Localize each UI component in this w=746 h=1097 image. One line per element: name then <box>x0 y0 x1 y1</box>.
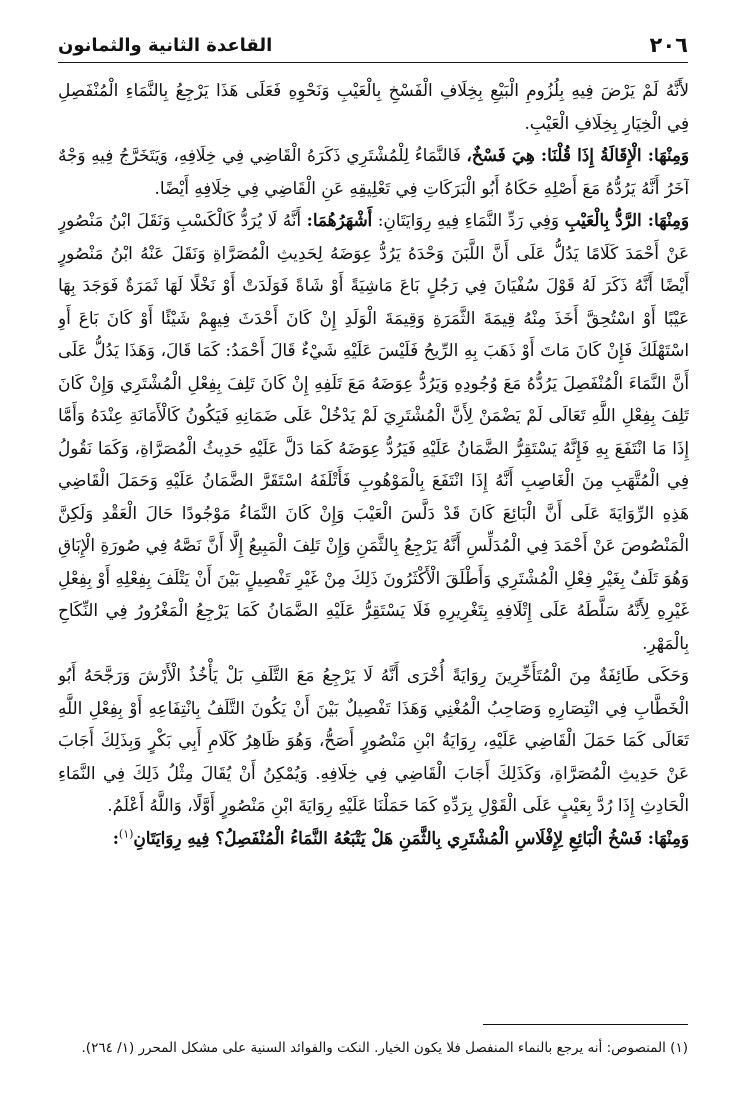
running-title: القاعدة الثانية والثمانون <box>58 34 273 56</box>
footnote: (١) المنصوص: أنه يرجع بالنماء المنفصل فلا يكون الخيار. النكت والفوائد السنية على مشكل المحرر (١/ ٢٦٤). <box>81 1040 688 1056</box>
paragraph-5 <box>58 822 689 855</box>
paragraph-3-text: أَنَّهُ لَا يُرَدُّ كَالْكَسْبِ وَنَقَلَ ابْنُ مَنْصُورٍ عَنْ أَحْمَدَ كَلَامًا يَدُلُّ عَلَى أَنَّ اللَّبَنَ وَحْدَهُ يَرُدُّ عِوَضَهُ لِحَدِيثِ الْمُصَرَّاةِ وَنَقَلَ عَنْهُ ابْنُ مَنْصُورٍ أَيْضًا أَنَّهُ ذَكَرَ لَهُ قَوْلَ سُفْيَانَ فِي رَجُلٍ بَاعَ مَاشِيَةً أَوْ شَاةً فَوَلَدَتْ أَوْ نَخْلًا لَهَا ثَمَرَةٌ فَوَجَدَ بِهَا عَيْبًا أَوْ اسْتُحِقَّ أَخَذَ مِنْهُ قِيمَةَ الثَّمَرَةِ وَقِيمَةَ الْوَلَدِ إِنْ كَانَ أَحْدَثَ فِيهِمْ شَيْئًا أَوْ كَانَ بَاعَ أَوِ اسْتَهْلَكَ فَإِنْ كَانَ مَاتَ أَوْ ذَهَبَ بِهِ الرِّيحُ فَلَيْسَ عَلَيْهِ شَيْءٌ قَالَ أَحْمَدُ: كَمَا قَالَ، وَهَذَا يَدُلُّ عَلَى أَنَّ النَّمَاءَ الْمُنْفَصِلَ يَرُدُّهُ مَعَ وُجُودِهِ وَيَرُدُّ عِوَضَهُ مَعَ تَلَفِهِ إِنْ كَانَ تَلِفَ بِفِعْلِ الْمُشْتَرِي وَإِنْ كَانَ تَلِفَ بِفِعْلِ اللَّهِ تَعَالَى لَمْ يَضْمَنْ لِأَنَّ الْمُشْتَرِيَ لَمْ يَدْخُلْ عَلَى ضَمَانِهِ فَيَكُونُ كَالْأَمَانَةِ عِنْدَهُ وَأَمَّا إِذَا مَا انْتَفَعَ بِهِ فَإِنَّهُ يَسْتَقِرُّ الضَّمَانُ عَلَيْهِ فَيَرُدُّ عِوَضَهُ كَمَا دَلَّ عَلَيْهِ حَدِيثُ الْمُصَرَّاةِ، وَكَمَا نَقُولُ فِي الْمُتَّهَبِ مِنَ الْغَاصِبِ أَنَّهُ إِذَا انْتَفَعَ بِالْمَوْهُوبِ فَأَتْلَفَهُ اسْتَقَرَّ الضَّمَانُ عَلَيْهِ وَحَمَلَ الْقَاضِي هَذِهِ الرِّوَايَةَ عَلَى أَنَّ الْبَائِعَ كَانَ قَدْ دَلَّسَ الْعَيْبَ وَإِنْ كَانَ النَّمَاءُ مَوْجُودًا حَالَ الْعَقْدِ وَلَكِنَّ الْمَنْصُوصَ عَنْ أَحْمَدَ فِي الْمُدَلِّسِ أَنَّهُ يَرْجِعُ بِالثَّمَنِ وَإِنْ تَلِفَ الْمَبِيعُ إِلَّا أَنَّ نَصَّهُ فِي صُورَةِ الْإِبَاقِ وَهُوَ تَلَفٌ بِغَيْرِ فِعْلِ الْمُشْتَرِي وَأَطْلَقَ الْأَكْثَرُونَ ذَلِكَ مِنْ غَيْرِ تَفْصِيلٍ بَيْنَ أَنْ يَتْلَفَ بِفِعْلِهِ أَوْ بِفِعْلِ غَيْرِهِ لِأَنَّهُ سَلَّطَهُ عَلَى إِتْلَافِهِ بِتَغْرِيرِهِ فَلَا يَسْتَقِرُّ عَلَيْهِ الضَّمَانُ كَمَا يَرْجِعُ الْمَغْرُورُ فِي النِّكَاحِ بِالْمَهْرِ. <box>58 210 689 653</box>
paragraph-5-tail: : <box>112 827 119 848</box>
paragraph-3-lead-2: أَشْهَرُهُمَا: <box>306 210 373 230</box>
paragraph-1: لأَنَّهُ لَمْ يَرْضَ فِيهِ بِلُزُومِ الْبَيْعِ بِخِلَافِ الْفَسْخِ بِالْعَيْبِ وَنَحْوِهِ فَعَلَى هَذَا يَرْجِعُ بِالنَّمَاءِ الْمُنْفَصِلِ فِي الْخِيَارِ بِخِلَافِ الْعَيْبِ. <box>58 80 689 133</box>
paragraph-3-lead: وَمِنْهَا: الرَّدُّ بِالْعَيْبِ <box>564 210 689 230</box>
paragraph-2 <box>58 139 689 204</box>
footnote-divider <box>483 1024 688 1025</box>
running-header <box>58 24 688 66</box>
footnote-reference: (١) <box>118 826 134 840</box>
paragraph-2-text: فَالنَّمَاءُ لِلْمُشْتَرِي ذَكَرَهُ الْقَاضِي فِي خِلَافِهِ، وَيَتَخَرَّجُ فِيهِ وَجْهٌ آخَرُ أَنَّهُ يَرُدُّهُ مَعَ أَصْلِهِ حَكَاهُ أَبُو الْبَرَكَاتِ فِي تَعْلِيقِهِ عَنِ الْقَاضِي فِي خِلَافِهِ أَيْضًا. <box>58 145 689 198</box>
paragraph-4: وَحَكَى طَائِفَةٌ مِنَ الْمُتَأَخِّرِينَ رِوَايَةً أُخْرَى أَنَّهُ لَا يَرْجِعُ مَعَ التَّلَفِ بَلْ يَأْخُذُ الْأَرْشَ وَرَجَّحَهُ أَبُو الْخَطَّابِ فِي انْتِصَارِهِ وَصَاحِبُ الْمُغْنِي وَهَذَا تَفْصِيلٌ بَيْنَ أَنْ يَكُونَ التَّلَفُ بِانْتِفَاعِهِ أَوْ بِفِعْلِ اللَّهِ تَعَالَى كَمَا حَمَلَ الْقَاضِي عَلَيْهِ، رِوَايَةُ ابْنِ مَنْصُورٍ أَصَحُّ، وَهُوَ ظَاهِرُ كَلَامِ أَبِي بَكْرٍ وَبِذَلِكَ أَجَابَ عَنْ حَدِيثِ الْمُصَرَّاةِ، وَكَذَلِكَ أَجَابَ الْقَاضِي فِي خِلَافِهِ. وَيُمْكِنُ أَنْ يُقَالَ مِثْلُ ذَلِكَ فِي النَّمَاءِ الْحَادِثِ إِذَا رُدَّ بِعَيْبٍ عَلَى الْقَوْلِ بِرَدِّهِ كَمَا حَمَلْنَا عَلَيْهِ رِوَايَةَ ابْنِ مَنْصُورٍ أَوَّلًا، وَاللَّهُ أَعْلَمُ. <box>58 665 689 815</box>
header-divider <box>58 62 688 63</box>
page-number: ٢٠٦ <box>649 33 688 57</box>
paragraph-3-mid: وَفِي رَدِّ النَّمَاءِ فِيهِ رِوَايَتَانِ: <box>377 210 560 230</box>
paragraph-5-lead: وَمِنْهَا: فَسْخُ الْبَائِعِ لِإِفْلَاسِ الْمُشْتَرِي بِالثَّمَنِ هَلْ يَتْبَعُهُ النَّمَاءُ الْمُنْفَصِلُ؟ فِيهِ رِوَايَتَانِ <box>133 827 689 848</box>
paragraph-3 <box>58 204 689 659</box>
paragraph-2-lead: وَمِنْهَا: الْإِقَالَةُ إِذَا قُلْنَا: هِيَ فَسْخٌ، <box>466 145 689 165</box>
main-text <box>58 74 689 1007</box>
